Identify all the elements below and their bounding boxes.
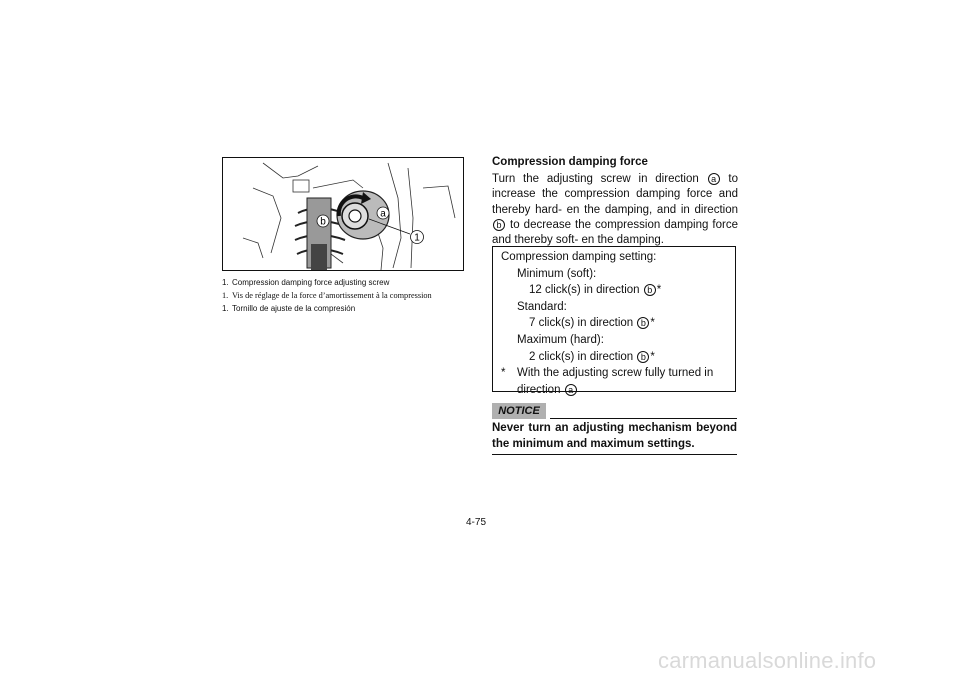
notice-badge: NOTICE <box>492 403 546 419</box>
shock-absorber-drawing <box>223 158 463 270</box>
spec-footnote: * With the adjusting screw fully turned in direction a <box>501 367 714 396</box>
damping-spec-box <box>492 246 736 396</box>
direction-b-symbol: b <box>493 219 505 231</box>
spec-maximum-value: 2 click(s) in direction b * <box>529 350 655 363</box>
notice-text: Never turn an adjusting mechanism beyond the minimum and maximum settings. <box>492 422 737 450</box>
svg-text:a: a <box>380 208 386 220</box>
caption-english: 1. Compression damping force adjusting screw <box>222 278 390 287</box>
spec-standard-value: 7 click(s) in direction b * <box>529 317 655 330</box>
spec-maximum-label: Maximum (hard): <box>517 333 604 346</box>
watermark: carmanualsonline.info <box>658 648 877 673</box>
svg-text:1: 1 <box>414 232 420 244</box>
callout-a <box>377 207 389 220</box>
section-heading: Compression damping force <box>492 156 648 168</box>
spec-minimum-value: 12 click(s) in direction b * <box>529 284 662 297</box>
shock-absorber-illustration <box>222 157 464 271</box>
spec-minimum-label: Minimum (soft): <box>517 267 597 280</box>
section-text <box>492 155 738 248</box>
callout-b <box>317 215 329 228</box>
notice-bottom-rule <box>492 454 737 455</box>
callout-1 <box>411 231 424 244</box>
notice-header <box>492 403 737 421</box>
direction-a-symbol: a <box>708 173 720 185</box>
section-paragraph: Turn the adjusting screw in direction a to increase the compression damping force and thereby hard- en the damping, and in direction b to decrease the compression damping force and thereby soft- en the damping. <box>492 173 739 247</box>
svg-text:b: b <box>320 216 326 228</box>
page-number: 4-75 <box>466 517 487 528</box>
notice-rule <box>550 418 737 419</box>
figure-captions <box>222 276 492 315</box>
spec-title: Compression damping setting: <box>501 251 657 263</box>
spec-standard-label: Standard: <box>517 300 567 313</box>
caption-spanish: 1. Tornillo de ajuste de la compresión <box>222 304 356 313</box>
caption-french: 1. Vis de réglage de la force d’amortissement à la compression <box>222 291 432 300</box>
